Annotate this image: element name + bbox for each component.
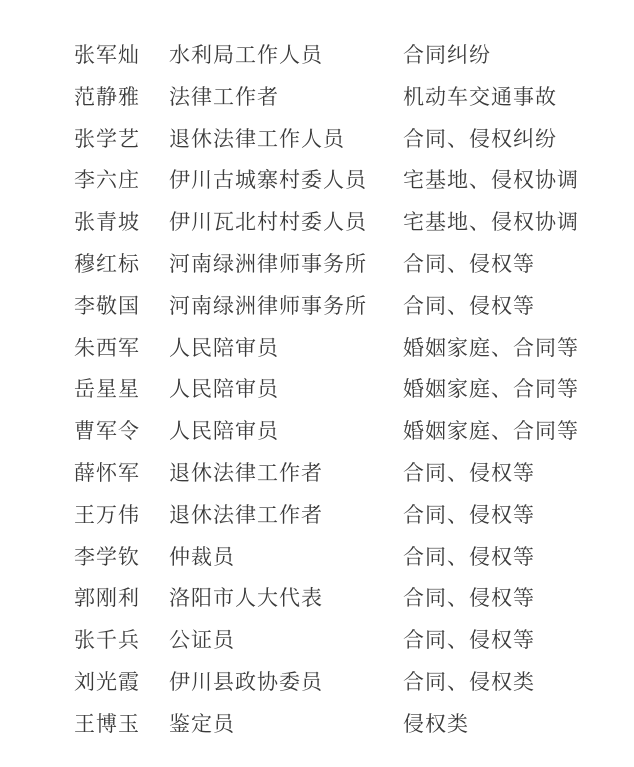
case-area: 婚姻家庭、合同等 — [403, 419, 579, 444]
person-name: 张青坡 — [74, 210, 140, 235]
person-name: 薛怀军 — [74, 460, 140, 485]
case-area: 婚姻家庭、合同等 — [403, 377, 579, 402]
case-area: 机动车交通事故 — [403, 84, 557, 109]
table-row — [0, 159, 634, 201]
person-role: 法律工作者 — [169, 84, 279, 109]
table-row — [0, 577, 634, 619]
person-role: 人民陪审员 — [169, 377, 279, 402]
person-role: 洛阳市人大代表 — [169, 586, 323, 611]
table-row — [0, 34, 634, 76]
case-area: 合同、侵权等 — [403, 502, 535, 527]
person-role: 水利局工作人员 — [169, 43, 323, 67]
person-role: 伊川古城寨村委人员 — [169, 168, 367, 193]
table-row — [0, 536, 634, 578]
person-name: 穆红标 — [74, 251, 140, 276]
case-area: 合同、侵权类 — [403, 669, 535, 694]
person-role: 退休法律工作人员 — [169, 126, 345, 151]
case-area: 宅基地、侵权协调 — [403, 210, 579, 235]
person-role: 退休法律工作者 — [169, 502, 323, 527]
table-row — [0, 285, 634, 327]
person-name: 朱西军 — [74, 335, 140, 360]
person-name: 张千兵 — [74, 628, 140, 653]
person-role: 伊川县政协委员 — [169, 669, 323, 694]
case-area: 合同、侵权纠纷 — [403, 126, 557, 151]
person-name: 张军灿 — [74, 43, 140, 67]
person-name: 曹军令 — [74, 419, 140, 444]
table-row — [0, 619, 634, 661]
person-name: 范静雅 — [74, 84, 140, 109]
table-row — [0, 118, 634, 160]
person-name: 王博玉 — [74, 711, 140, 736]
case-area: 合同、侵权等 — [403, 293, 535, 318]
person-role: 伊川瓦北村村委人员 — [169, 210, 367, 235]
case-area: 合同、侵权等 — [403, 460, 535, 485]
table-row — [0, 76, 634, 118]
table-row — [0, 410, 634, 452]
person-name: 李敬国 — [74, 293, 140, 318]
person-role: 河南绿洲律师事务所 — [169, 251, 367, 276]
case-area: 合同纠纷 — [403, 43, 491, 67]
table-row — [0, 201, 634, 243]
case-area: 合同、侵权等 — [403, 251, 535, 276]
person-name: 张学艺 — [74, 126, 140, 151]
case-area: 侵权类 — [403, 711, 469, 736]
table-row — [0, 452, 634, 494]
person-role: 鉴定员 — [169, 711, 235, 736]
table-row — [0, 327, 634, 369]
person-role: 退休法律工作者 — [169, 460, 323, 485]
case-area: 合同、侵权等 — [403, 586, 535, 611]
person-name: 李六庄 — [74, 168, 140, 193]
case-area: 合同、侵权等 — [403, 628, 535, 653]
person-name: 郭刚利 — [74, 586, 140, 611]
table-row — [0, 368, 634, 410]
person-role: 人民陪审员 — [169, 419, 279, 444]
person-name: 王万伟 — [74, 502, 140, 527]
person-role: 仲裁员 — [169, 544, 235, 569]
person-name: 刘光霞 — [74, 669, 140, 694]
case-area: 宅基地、侵权协调 — [403, 168, 579, 193]
table-row — [0, 243, 634, 285]
person-name: 李学钦 — [74, 544, 140, 569]
person-role: 公证员 — [169, 628, 235, 653]
table-row — [0, 661, 634, 703]
table-row — [0, 494, 634, 536]
mediator-table — [0, 34, 634, 745]
person-role: 河南绿洲律师事务所 — [169, 293, 367, 318]
case-area: 合同、侵权等 — [403, 544, 535, 569]
case-area: 婚姻家庭、合同等 — [403, 335, 579, 360]
table-row — [0, 703, 634, 745]
person-role: 人民陪审员 — [169, 335, 279, 360]
person-name: 岳星星 — [74, 377, 140, 402]
